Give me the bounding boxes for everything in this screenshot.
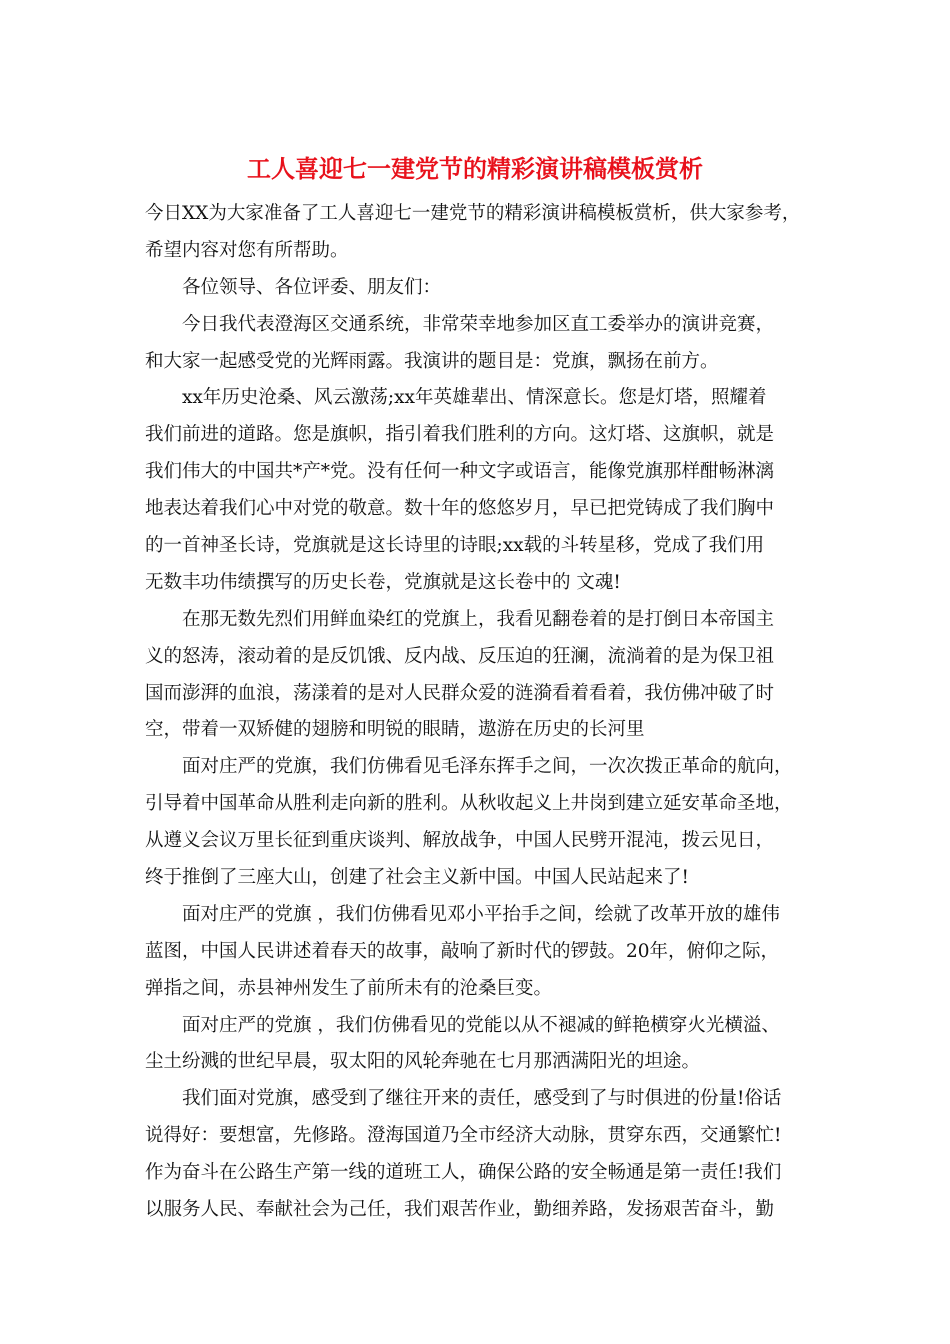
text-line: 无数丰功伟绩撰写的历史长卷，党旗就是这长卷中的 文魂!: [145, 571, 621, 593]
text-line: 说得好：要想富，先修路。澄海国道乃全市经济大动脉，贯穿东西，交通繁忙!: [145, 1125, 782, 1147]
text-line: 从遵义会议万里长征到重庆谈判、解放战争，中国人民劈开混沌，拨云见日，: [145, 830, 775, 852]
text-line: 和大家一起感受党的光辉雨露。我演讲的题目是：党旗，飘扬在前方。: [145, 350, 719, 372]
text-line: 以服务人民、奉献社会为己任，我们艰苦作业，勤细养路，发扬艰苦奋斗，勤: [145, 1199, 775, 1221]
text-line: 各位领导、各位评委、朋友们：: [182, 276, 442, 298]
text-line: 我们伟大的中国共*产*党。没有任何一种文字或语言，能像党旗那样酣畅淋漓: [145, 461, 775, 483]
text-line: 弹指之间，赤县神州发生了前所未有的沧桑巨变。: [145, 977, 553, 999]
text-line: 我们前进的道路。您是旗帜，指引着我们胜利的方向。这灯塔、这旗帜，就是: [145, 424, 775, 446]
text-line: 面对庄严的党旗 ，我们仿佛看见的党能以从不褪减的鲜艳横穿火光横溢、: [182, 1014, 780, 1036]
text-line: 的一首神圣长诗，党旗就是这长诗里的诗眼;xx载的斗转星移，党成了我们用: [145, 535, 765, 557]
document-title: 工人喜迎七一建党节的精彩演讲稿模板赏析: [247, 154, 703, 183]
text-line: 在那无数先烈们用鲜血染红的党旗上，我看见翻卷着的是打倒日本帝国主: [182, 608, 775, 630]
text-line: 终于推倒了三座大山，创建了社会主义新中国。中国人民站起来了!: [145, 867, 689, 889]
text-line: 我们面对党旗，感受到了继往开来的责任，感受到了与时俱进的份量!俗话: [182, 1088, 782, 1110]
text-line: xx年历史沧桑、风云激荡;xx年英雄辈出、情深意长。您是灯塔，照耀着: [182, 387, 767, 409]
document-body: [145, 196, 810, 1229]
text-line: 面对庄严的党旗 ，我们仿佛看见邓小平抬手之间，绘就了改革开放的雄伟: [182, 903, 780, 925]
text-line: 今日XX为大家准备了工人喜迎七一建党节的精彩演讲稿模板赏析，供大家参考，: [145, 203, 801, 224]
text-line: 义的怒涛，滚动着的是反饥饿、反内战、反压迫的狂澜，流淌着的是为保卫祖: [145, 645, 775, 667]
text-line: 引导着中国革命从胜利走向新的胜利。从秋收起义上井岗到建立延安革命圣地，: [145, 793, 793, 815]
text-line: 国而澎湃的血浪，荡漾着的是对人民群众爱的涟漪看着看着，我仿佛冲破了时: [145, 682, 775, 704]
text-line: 地表达着我们心中对党的敬意。数十年的悠悠岁月，早已把党铸成了我们胸中: [145, 498, 775, 520]
text-line: 面对庄严的党旗，我们仿佛看见毛泽东挥手之间，一次次拨正革命的航向，: [182, 756, 793, 778]
text-line: 空，带着一双矫健的翅膀和明锐的眼睛，遨游在历史的长河里: [145, 719, 645, 741]
text-line: 希望内容对您有所帮助。: [145, 239, 349, 261]
text-line: 作为奋斗在公路生产第一线的道班工人，确保公路的安全畅通是第一责任!我们: [145, 1162, 782, 1184]
text-line: 蓝图，中国人民讲述着春天的故事，敲响了新时代的锣鼓。20年，俯仰之际，: [145, 940, 780, 962]
text-line: 今日我代表澄海区交通系统，非常荣幸地参加区直工委举办的演讲竞赛，: [182, 313, 775, 335]
text-line: 尘土纷溅的世纪早晨，驭太阳的风轮奔驰在七月那洒满阳光的坦途。: [145, 1051, 701, 1073]
